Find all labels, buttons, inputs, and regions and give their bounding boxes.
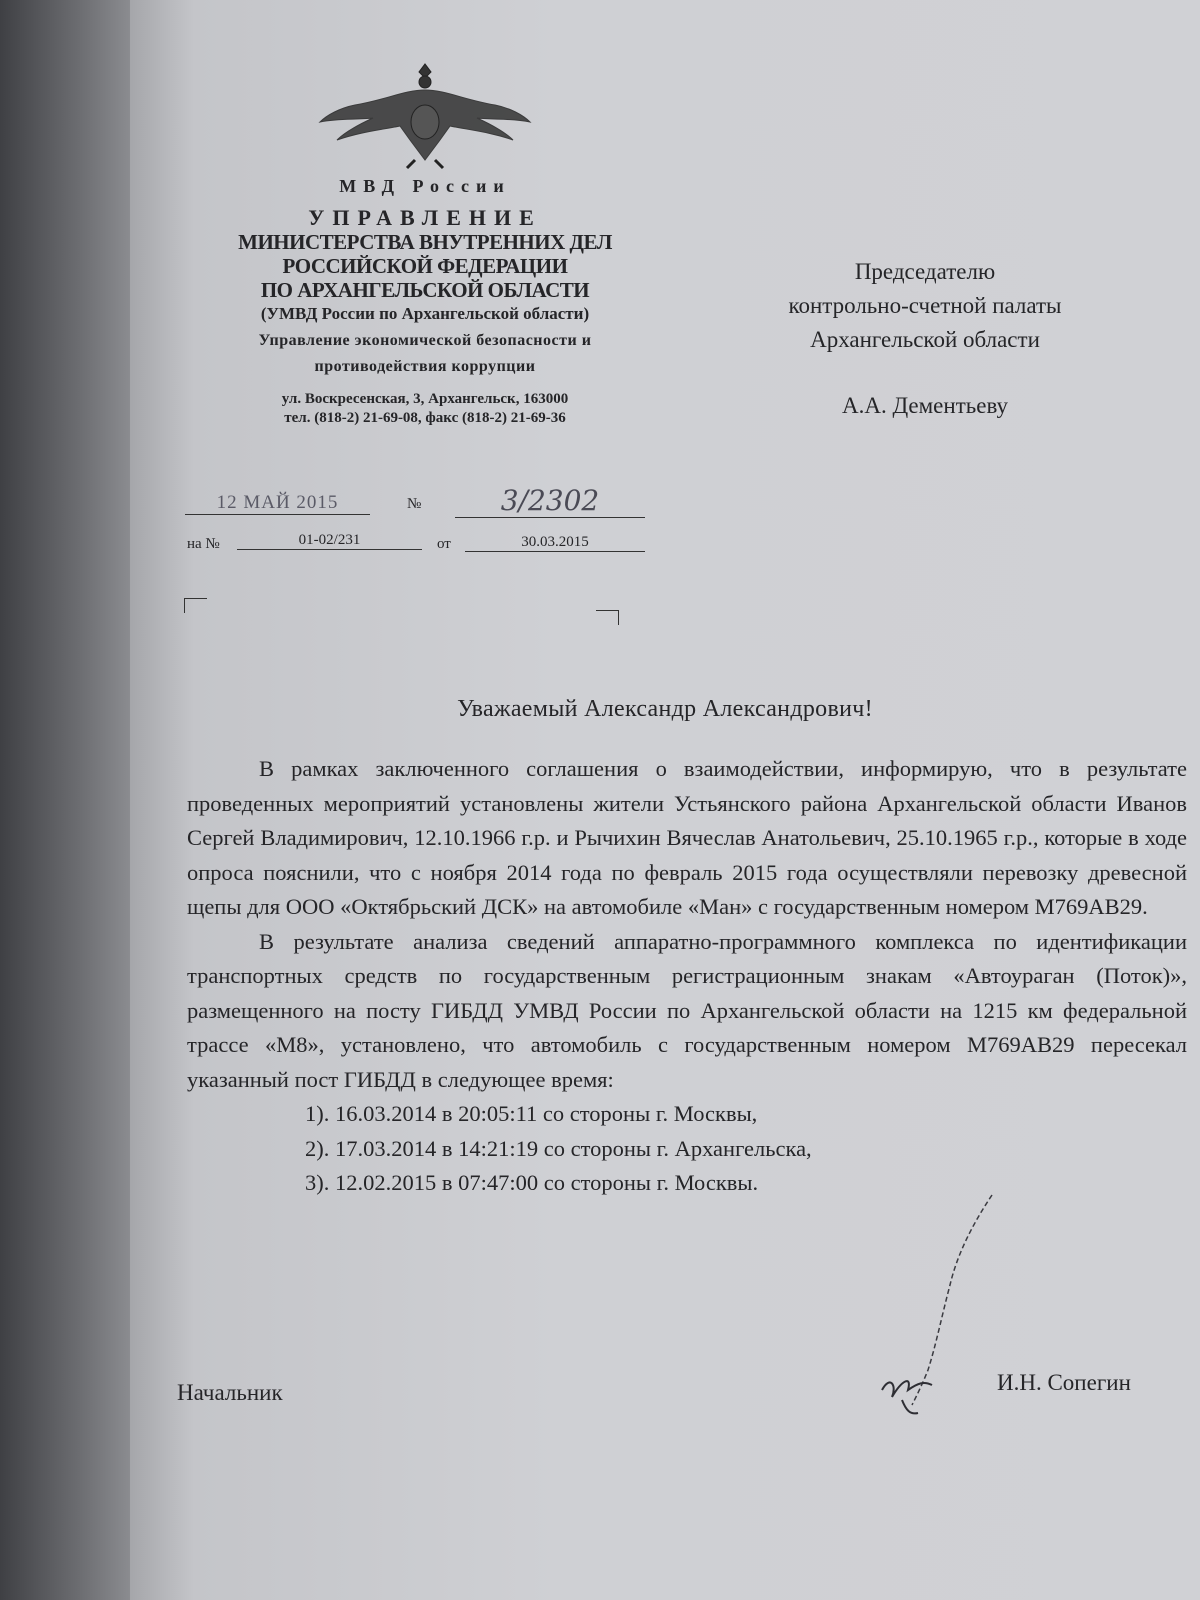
- signer-name: И.Н. Сопегин: [997, 1370, 1131, 1395]
- letterhead: [190, 60, 660, 427]
- reference-date-label: от: [437, 536, 451, 552]
- handwritten-signature-icon: [862, 1185, 1002, 1425]
- list-item: 2). 17.03.2014 в 14:21:19 со стороны г. Архангельска,: [305, 1135, 812, 1161]
- paragraph-1: В рамках заключенного соглашения о взаимодействии, информирую, что в результате проведенных мероприятий установлены жители Устьянского района Архангельской области Иванов Сергей Владимирович, 12.10.1966 г.р. и Рычихин Вячеслав Анатольевич, 25.10.1965 г.р., которые в ходе опроса пояснили, что с ноября 2014 года по февраль 2015 года осуществляли перевозку древесной щепы для ООО «Октябрьский ДСК» на автомобиле «Ман» с государственным номером М769АВ29.: [187, 756, 1187, 919]
- registration-block: [185, 484, 655, 572]
- addressee-block: [735, 255, 1115, 423]
- registration-number-label: №: [407, 496, 422, 512]
- list-item: 1). 16.03.2014 в 20:05:11 со стороны г. Москвы,: [305, 1101, 758, 1126]
- letterhead-address: ул. Воскресенская, 3, Архангельск, 163000: [281, 390, 569, 407]
- letter-body: [187, 752, 1187, 1201]
- letterhead-mvd: МВД России: [339, 176, 511, 196]
- addressee-line1: Председателю: [854, 259, 996, 284]
- address-corner-right: [596, 610, 619, 625]
- letterhead-line1: МИНИСТЕРСТВА ВНУТРЕННИХ ДЕЛ: [238, 229, 612, 254]
- letterhead-abbr: (УМВД России по Архангельской области): [260, 304, 590, 324]
- letterhead-dept1: Управление экономической безопасности и: [258, 331, 592, 349]
- registration-row-outgoing: [185, 484, 655, 532]
- double-headed-eagle-emblem-icon: [315, 60, 535, 170]
- address-corner-left: [184, 598, 207, 613]
- paragraph-2: В результате анализа сведений аппаратно-программного комплекса по идентификации транспортных средств по государственным регистрационным знакам «Автоураган (Поток)», размещенного на посту ГИБДД УМВД России по Архангельской области на 1215 км федеральной трассе «М8», установлено, что автомобиль с государственным номером М769АВ29 пересекал указанный пост ГИБДД в следующее время:: [187, 928, 1187, 1092]
- letterhead-dept2: противодействия коррупции: [314, 358, 536, 376]
- signer-title: Начальник: [177, 1380, 283, 1405]
- book-binding-shadow: [0, 0, 135, 1600]
- reference-number-label: на №: [187, 536, 220, 552]
- list-item: 3). 12.02.2015 в 07:47:00 со стороны г. Москвы.: [305, 1170, 759, 1195]
- registration-number: 3/2302: [455, 484, 645, 518]
- crossing-list: [187, 1097, 1187, 1201]
- reference-date: 30.03.2015: [465, 534, 645, 552]
- letterhead-phone: тел. (818-2) 21-69-08, факс (818-2) 21-69-36: [284, 409, 566, 426]
- letterhead-upravlenie: УПРАВЛЕНИЕ: [308, 204, 542, 230]
- addressee-name: А.А. Дементьеву: [841, 393, 1009, 418]
- letterhead-line3: ПО АРХАНГЕЛЬСКОЙ ОБЛАСТИ: [260, 278, 590, 303]
- letter-page: [130, 0, 1200, 1600]
- registration-row-reference: [185, 532, 655, 572]
- addressee-line3: Архангельской области: [810, 327, 1040, 352]
- reference-number: 01-02/231: [237, 532, 422, 550]
- letterhead-line2: РОССИЙСКОЙ ФЕДЕРАЦИИ: [282, 254, 568, 279]
- addressee-line2: контрольно-счетной палаты: [788, 293, 1062, 318]
- registration-date-stamp: 12 МАЙ 2015: [185, 492, 370, 515]
- greeting: Уважаемый Александр Александрович!: [457, 696, 873, 722]
